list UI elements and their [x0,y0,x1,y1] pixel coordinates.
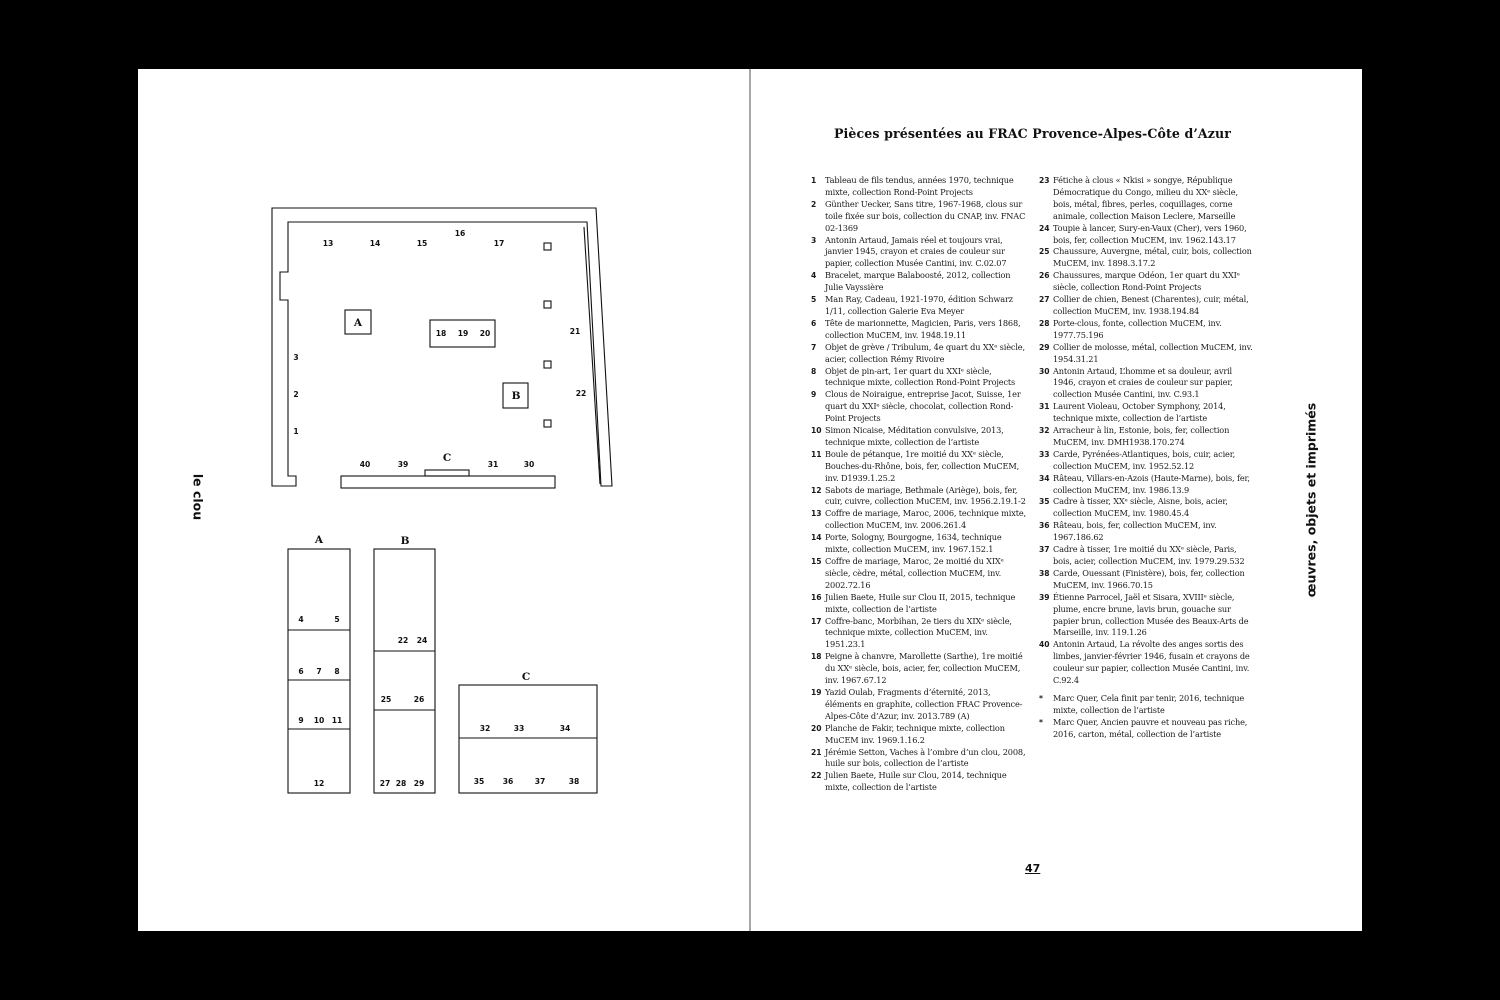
catalog-entry-text: Coffre de mariage, Maroc, 2e moitié du XIXᵉ siècle, cèdre, métal, collection MuCEM, inv. 2002.72.16 [825,556,1004,590]
catalog-entry-text: Coffre de mariage, Maroc, 2006, technique mixte, collection MuCEM, inv. 2006.261.4 [825,508,1026,531]
catalog-entry-number: 39 [1039,592,1050,602]
catalog-entry [811,270,1026,294]
catalog-entry [1039,425,1254,449]
catalog-entry-text: Peigne à chanvre, Marollette (Sarthe), 1re moitié du XXᵉ siècle, bois, acier, fer, collection MuCEM, inv. 1967.67.12 [825,651,1023,686]
catalog-entry-number: * [1039,693,1043,703]
catalog-entry [1039,496,1254,520]
catalog-entry [1039,246,1254,270]
catalog-entry-number: 26 [1039,271,1050,281]
catalog-entry [1039,449,1254,473]
elevation-number: 24 [416,636,428,645]
plan-number: 13 [322,239,334,248]
catalog-entry [1039,294,1254,318]
elevation-number: 11 [331,716,343,725]
catalog-entry [1039,592,1254,640]
plan-number: 18 [435,329,447,338]
elevation-number: 22 [397,636,409,645]
catalog-entry-text: Julien Baete, Huile sur Clou, 2014, technique mixte, collection de l’artiste [825,770,1007,793]
elevation-number: 38 [568,777,580,786]
catalog-entry-number: 2 [811,199,817,209]
catalog-entry [1039,175,1254,223]
catalog-entry-number: * [1039,717,1043,727]
elevation-b [374,549,435,793]
catalog-entry-number: 32 [1039,426,1050,436]
catalog-entry-number: 20 [811,723,822,733]
catalog-entry-text: Clous de Noiraigue, entreprise Jacot, Suisse, 1er quart du XXIᵉ siècle, chocolat, collection Rond-Point Projects [825,389,1021,424]
catalog-entry [1039,366,1254,402]
catalog-entry-text: Antonin Artaud, L’homme et sa douleur, avril 1946, crayon et craies de couleur sur papier, collection Musée Cantini, inv. C.93.1 [1053,365,1233,400]
elevation-number: 25 [380,695,392,704]
plan-number: 39 [397,460,409,469]
catalog-entry [1039,520,1254,544]
catalog-entry-text: Fétiche à clous « Nkisi » songye, République Démocratique du Congo, milieu du XXᵉ siècle, bois, métal, fibres, perles, coquillages, corne animale, collection Maison Leclere, Marseille [1053,175,1238,221]
catalog-entry-number: 18 [811,652,822,662]
catalog-entry [811,199,1026,235]
catalog-entry-text: Günther Uecker, Sans titre, 1967-1968, clous sur toile fixée sur bois, collection du CNAP, inv. FNAC 02-1369 [825,198,1026,233]
catalog-entry-number: 34 [1039,473,1050,483]
catalog-entry-text: Objet de pin-art, 1er quart du XXIᵉ siècle, technique mixte, collection Rond-Point Projects [825,365,1016,388]
catalog-entry [811,770,1026,794]
catalog-entry [811,508,1026,532]
page-number: 47 [1025,862,1041,875]
catalog-entry-text: Chaussure, Auvergne, métal, cuir, bois, collection MuCEM, inv. 1898.3.17.2 [1053,246,1252,269]
catalog-entry [811,747,1026,771]
catalog-entry-text: Toupie à lancer, Sury-en-Vaux (Cher), vers 1960, bois, fer, collection MuCEM, inv. 1962.143.17 [1053,222,1247,245]
catalog-entry-text: Julien Baete, Huile sur Clou II, 2015, technique mixte, collection de l’artiste [825,591,1016,614]
catalog-entry [811,687,1026,723]
catalog-entry [811,651,1026,687]
elevation-number: 5 [334,615,340,624]
plan-number: 22 [575,389,587,398]
elevation-number: 7 [316,667,322,676]
catalog-entry [811,366,1026,390]
elevation-number: 34 [559,724,571,733]
plan-number: 1 [293,427,299,436]
elevation-number: 4 [298,615,304,624]
catalog-entry-text: Simon Nicaise, Méditation convulsive, 2013, technique mixte, collection de l’artiste [825,425,1004,447]
plan-number: 2 [293,390,299,399]
catalog-entry-text: Carde, Ouessant (Finistère), bois, fer, collection MuCEM, inv. 1966.70.15 [1053,567,1245,590]
elevation-number: 32 [479,724,491,733]
catalog-entry [811,389,1026,425]
catalog-entry [811,235,1026,271]
catalog-entry-text: Porte, Sologny, Bourgogne, 1634, technique mixte, collection MuCEM, inv. 1967.152.1 [825,532,1002,555]
plan-number: 15 [416,239,428,248]
catalog-entry-text: Râteau, bois, fer, collection MuCEM, inv. 1967.186.62 [1053,520,1217,543]
catalog-entry [1039,473,1254,497]
plan-number: 14 [369,239,381,248]
elevation-number: 26 [413,695,425,704]
catalog-entry [811,592,1026,616]
catalog-entry-number: 5 [811,295,817,305]
catalog-entry-number: 29 [1039,342,1050,352]
catalog-entry-text: Man Ray, Cadeau, 1921-1970, édition Schwarz 1/11, collection Galerie Eva Meyer [825,294,1013,316]
catalog-entry-text: Boule de pétanque, 1re moitié du XXᵉ siècle, Bouches-du-Rhône, bois, fer, collection MuCEM, inv. D1939.1.25.2 [825,448,1020,483]
catalog-entry-text: Antonin Artaud, Jamais réel et toujours vrai, janvier 1945, crayon et craies de couleur sur papier, collection Musée Cantini, inv. C.02.07 [825,234,1007,269]
catalog-entry-text: Sabots de mariage, Bethmale (Ariège), bois, fer, cuir, cuivre, collection MuCEM, inv. 1956.2.19.1-2 [825,484,1026,507]
catalog-entry [1039,717,1254,741]
elevation-c-label: C [521,671,531,683]
elevation-number: 37 [534,777,546,786]
catalog-entry-text: Planche de Fakir, technique mixte, collection MuCEM inv. 1969.1.16.2 [825,722,1005,745]
catalog-entry-number: 17 [811,616,822,626]
elevation-number: 6 [298,667,304,676]
elevation-number: 33 [513,724,525,733]
elevation-number: 35 [473,777,485,786]
catalog-entry-number: 9 [811,390,817,400]
elevation-number: 8 [334,667,340,676]
plan-number: 21 [569,327,581,336]
elevation-a-label: A [314,534,324,546]
right-page [751,69,1362,931]
catalog-entry-text: Jérémie Setton, Vaches à l’ombre d’un clou, 2008, huile sur bois, collection de l’artiste [825,746,1026,769]
catalog-entry-number: 19 [811,687,822,697]
elevation-number: 10 [313,716,325,725]
catalog-entry-number: 33 [1039,449,1050,459]
catalog-entry-number: 3 [811,235,817,245]
catalog-entry-number: 21 [811,747,822,757]
catalog-entry-text: Cadre à tisser, 1re moitié du XXᵉ siècle, Paris, bois, acier, collection MuCEM, inv. 1979.29.532 [1053,544,1245,566]
catalog-entry-text: Bracelet, marque Balaboosté, 2012, collection Julie Vayssière [825,270,1011,293]
catalog-entry-number: 37 [1039,545,1050,555]
catalog-entry [811,616,1026,652]
catalog-entry-text: Porte-clous, fonte, collection MuCEM, inv. 1977.75.196 [1053,317,1222,340]
catalog-entry-number: 13 [811,509,822,519]
catalog-entry [811,425,1026,449]
catalog-entry-text: Carde, Pyrénées-Atlantiques, bois, cuir, acier, collection MuCEM, inv. 1952.52.12 [1053,448,1236,471]
catalog-entry [811,485,1026,509]
catalog-entry-text: Marc Quer, Cela finit par tenir, 2016, technique mixte, collection de l’artiste [1053,692,1245,715]
catalog-entry-text: Marc Quer, Ancien pauvre et nouveau pas riche, 2016, carton, métal, collection de l’artiste [1053,716,1248,739]
plan-number: 31 [487,460,499,469]
catalog-entry-number: 30 [1039,366,1050,376]
plan-label-b: B [511,390,521,402]
elevation-number: 27 [379,779,391,788]
catalog-entry-text: Râteau, Villars-en-Azois (Haute-Marne), bois, fer, collection MuCEM, inv. 1986.13.9 [1053,472,1250,495]
catalog-entry-text: Coffre-banc, Morbihan, 2e tiers du XIXᵉ siècle, technique mixte, collection MuCEM, inv. 1951.23.1 [825,615,1012,650]
catalog-entry [811,449,1026,485]
catalog-entry-number: 14 [811,533,822,543]
catalog-entry [811,318,1026,342]
catalog-entry-text: Tableau de fils tendus, années 1970, technique mixte, collection Rond-Point Projects [825,175,1014,197]
catalog-entry [1039,568,1254,592]
catalog-entry-number: 22 [811,771,822,781]
running-header-left: le clou [190,473,206,521]
plan-number: 40 [359,460,371,469]
catalog-entry-number: 12 [811,485,822,495]
catalog-entry-number: 7 [811,342,817,352]
catalog-entry [811,532,1026,556]
catalog-entry-text: Laurent Violeau, October Symphony, 2014, technique mixte, collection de l’artiste [1053,401,1226,424]
elevation-b-label: B [400,535,410,547]
catalog-entry-text: Objet de grève / Tribulum, 4e quart du XXᵉ siècle, acier, collection Rémy Rivoire [825,341,1025,364]
catalog-entry-text: Yazid Oulab, Fragments d’éternité, 2013, éléments en graphite, collection FRAC Provence-Alpes-Côte d’Azur, inv. 2013.789 (A) [825,686,1023,721]
catalog-entry-number: 15 [811,557,822,566]
catalog-entry [811,342,1026,366]
entries-column-right [1039,175,1254,741]
plan-inner-wall [584,227,600,484]
catalog-entry-number: 35 [1039,497,1050,507]
plan-number: 3 [293,353,299,362]
catalog-entry [811,723,1026,747]
catalog-entry-text: Collier de chien, Benest (Charentes), cuir, métal, collection MuCEM, inv. 1938.194.84 [1053,294,1249,316]
elevation-number: 36 [502,777,514,786]
elevation-number: 28 [395,779,407,788]
catalog-entry [1039,693,1254,717]
catalog-entry [1039,318,1254,342]
floor-plan [138,69,749,931]
catalog-entry-number: 8 [811,366,817,376]
catalog-entry-text: Chaussures, marque Odéon, 1er quart du XXIᵉ siècle, collection Rond-Point Projects [1053,270,1240,293]
catalog-entry [1039,639,1254,687]
catalog-entry [1039,270,1254,294]
elevation-number: 9 [298,716,304,725]
catalog-entry [811,556,1026,592]
catalog-entry-text: Cadre à tisser, XXᵉ siècle, Aisne, bois, acier, collection MuCEM, inv. 1980.45.4 [1053,496,1228,519]
catalog-entry-number: 11 [811,449,822,459]
left-page [138,69,749,931]
plan-number: 30 [523,460,535,469]
catalog-entry-number: 10 [811,426,822,436]
plan-number: 16 [454,229,466,238]
catalog-entry-number: 28 [1039,318,1050,328]
catalog-entry-number: 16 [811,592,822,602]
catalog-entry-number: 23 [1039,176,1050,185]
catalog-entry [1039,223,1254,247]
catalog-entry [1039,342,1254,366]
plan-number: 20 [479,329,491,338]
catalog-entry-number: 24 [1039,223,1050,233]
catalog-entry-number: 1 [811,176,817,185]
running-header-right: œuvres, objets et imprimés [1303,402,1319,598]
catalog-entry-text: Arracheur à lin, Estonie, bois, fer, collection MuCEM, inv. DMH1938.170.274 [1053,425,1230,447]
catalog-entry-number: 40 [1039,640,1050,650]
plan-platform-c [341,476,555,488]
elevation-number: 29 [413,779,425,788]
catalog-entry-number: 25 [1039,247,1050,257]
catalog-entry-text: Tête de marionnette, Magicien, Paris, vers 1868, collection MuCEM, inv. 1948.19.11 [825,317,1021,340]
plan-label-c: C [442,452,452,464]
plan-number: 19 [457,329,469,338]
catalog-entry-number: 38 [1039,568,1050,578]
entries-column-left [811,175,1026,794]
catalog-entry-number: 31 [1039,402,1050,412]
elevation-number: 12 [313,779,325,788]
catalog-entry [811,294,1026,318]
catalog-entry-number: 27 [1039,295,1050,305]
page-title: Pièces présentées au FRAC Provence-Alpes-Côte d’Azur [833,126,1232,141]
catalog-entry-text: Antonin Artaud, La révolte des anges sortis des limbes, janvier-février 1946, fusain et crayons de couleur sur papier, collection Musée Cantini, inv. C.92.4 [1053,639,1250,686]
catalog-entry-text: Étienne Parrocel, Jaël et Sisara, XVIIIᵉ siècle, plume, encre brune, lavis brun, gouache sur papier brun, collection Musée des Beaux-Arts de Marseille, inv. 119.1.26 [1053,591,1249,638]
catalog-entry [811,175,1026,199]
catalog-entry-number: 36 [1039,521,1050,531]
catalog-entry-number: 4 [811,271,817,281]
catalog-entry [1039,544,1254,568]
catalog-entry [1039,401,1254,425]
plan-label-a: A [353,317,363,329]
catalog-entry-number: 6 [811,318,817,328]
plan-number: 17 [493,239,505,248]
catalog-entry-text: Collier de molosse, métal, collection MuCEM, inv. 1954.31.21 [1053,341,1253,364]
